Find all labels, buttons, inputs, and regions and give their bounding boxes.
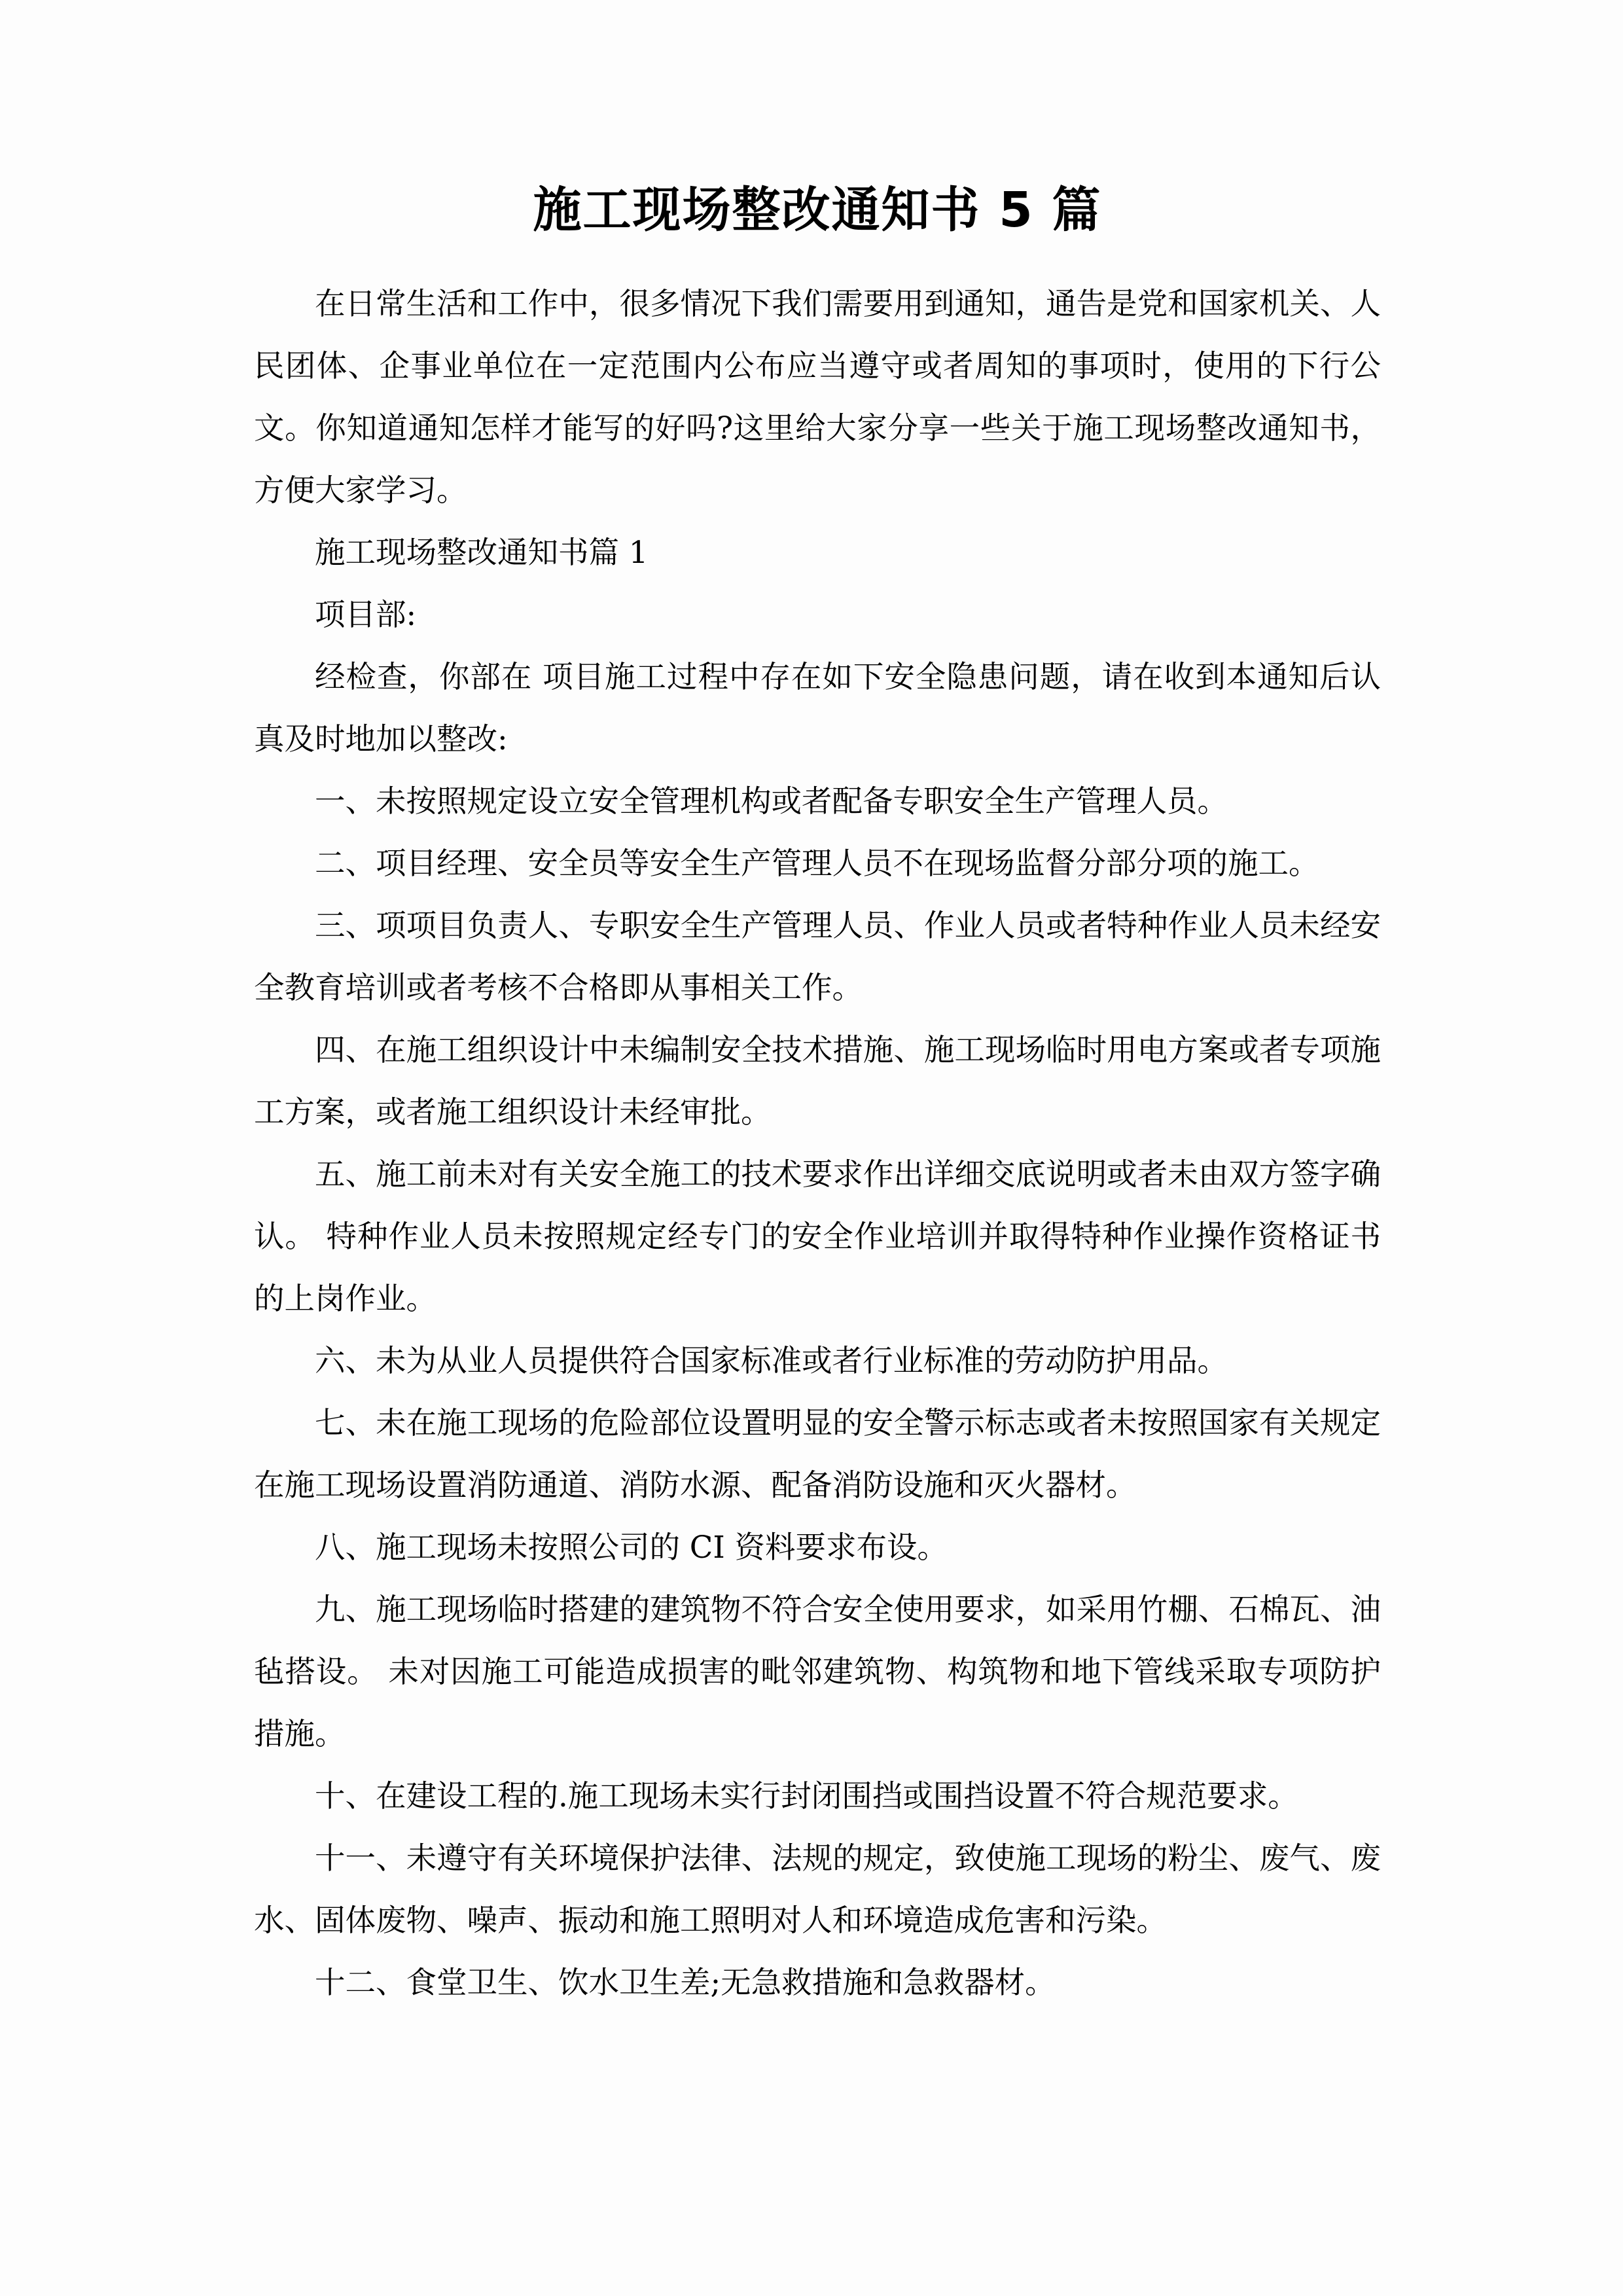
list-item: 八、施工现场未按照公司的 CI 资料要求布设。	[315, 1530, 948, 1566]
list-item: 六、未为从业人员提供符合国家标准或者行业标准的劳动防护用品。	[315, 1343, 1228, 1379]
list-item: 四、在施工组织设计中未编制安全技术措施、施工现场临时用电方案或者专项施工方案，或者施工组织设计未经审批。	[254, 1032, 1381, 1130]
list-item: 十二、食堂卫生、饮水卫生差;无急救措施和急救器材。	[315, 1965, 1056, 2001]
list-item: 一、未按照规定设立安全管理机构或者配备专职安全生产管理人员。	[315, 783, 1228, 819]
list-item: 九、施工现场临时搭建的建筑物不符合安全使用要求，如采用竹棚、石棉瓦、油毡搭设。 未对因施工可能造成损害的毗邻建筑物、构筑物和地下管线采取专项防护措施。	[254, 1592, 1381, 1752]
list-item: 三、项项目负责人、专职安全生产管理人员、作业人员或者特种作业人员未经安全教育培训或者考核不合格即从事相关工作。	[254, 908, 1381, 1006]
page-title: 施工现场整改通知书 5 篇	[533, 182, 1102, 238]
preamble-paragraph: 经检查，你部在 项目施工过程中存在如下安全隐患问题，请在收到本通知后认真及时地加以整改:	[254, 659, 1381, 757]
list-item: 七、未在施工现场的危险部位设置明显的安全警示标志或者未按照国家有关规定在施工现场设置消防通道、消防水源、配备消防设施和灭火器材。	[254, 1405, 1381, 1503]
list-item: 十、在建设工程的.施工现场未实行封闭围挡或围挡设置不符合规范要求。	[315, 1778, 1298, 1814]
list-item: 十一、未遵守有关环境保护法律、法规的规定，致使施工现场的粉尘、废气、废水、固体废物、噪声、振动和施工照明对人和环境造成危害和污染。	[254, 1840, 1381, 1939]
recipient-line: 项目部:	[315, 597, 417, 633]
list-item: 二、项目经理、安全员等安全生产管理人员不在现场监督分部分项的施工。	[315, 846, 1319, 882]
intro-paragraph: 在日常生活和工作中，很多情况下我们需要用到通知，通告是党和国家机关、人民团体、企事业单位在一定范围内公布应当遵守或者周知的事项时，使用的下行公文。你知道通知怎样才能写的好吗?这里给大家分享一些关于施工现场整改通知书，方便大家学习。	[254, 286, 1381, 509]
list-item: 五、施工前未对有关安全施工的技术要求作出详细交底说明或者未由双方签字确认。 特种作业人员未按照规定经专门的安全作业培训并取得特种作业操作资格证书的上岗作业。	[254, 1157, 1381, 1317]
document-content	[254, 0, 1381, 2014]
section-heading: 施工现场整改通知书篇 1	[315, 535, 649, 571]
document-body	[254, 273, 1381, 2014]
